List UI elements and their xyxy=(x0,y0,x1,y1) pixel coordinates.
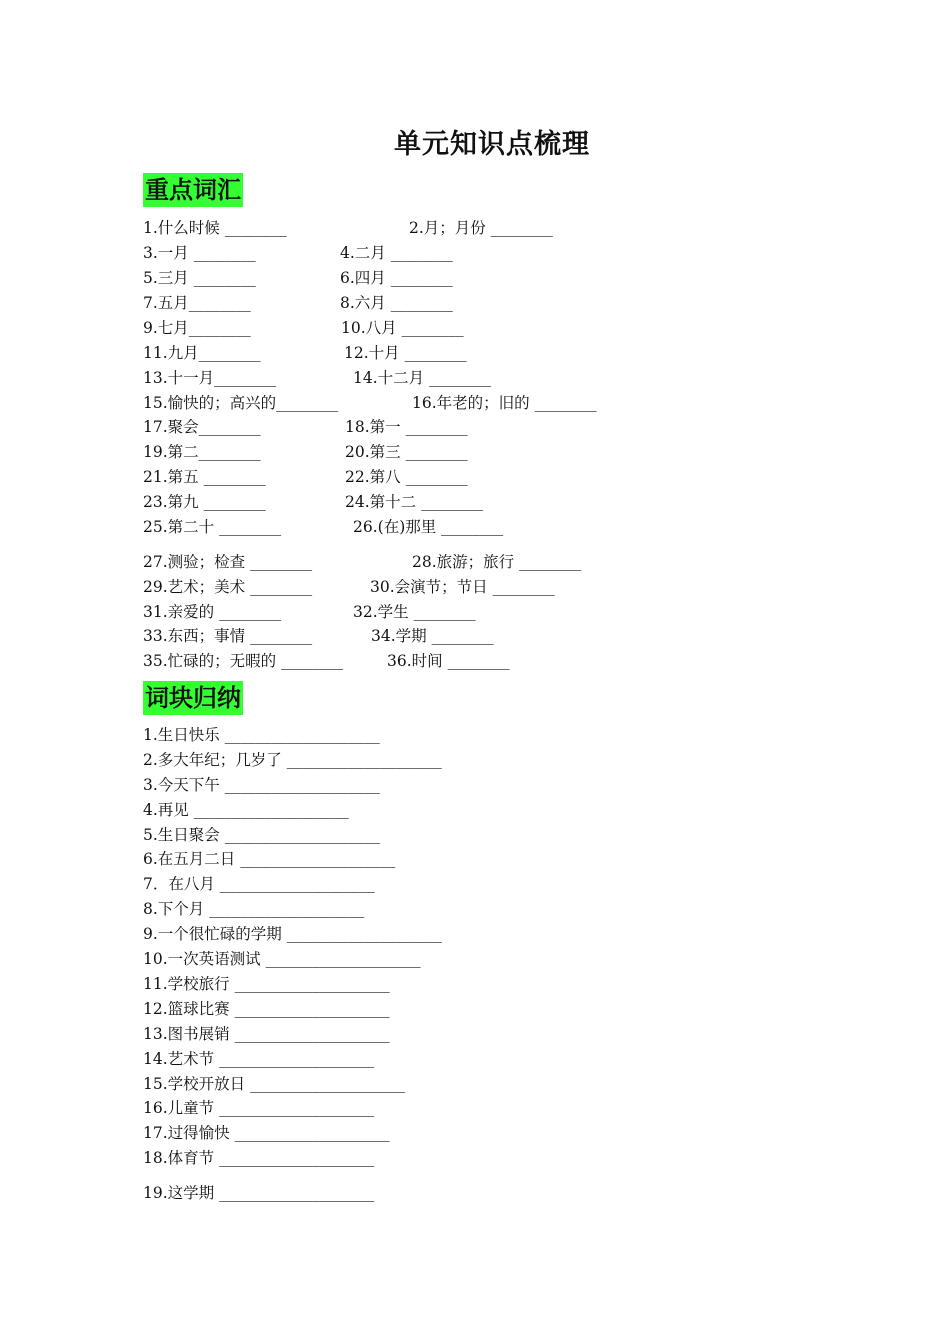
vocab-item: 7.五月________ xyxy=(143,294,251,312)
vocab-item: 11.九月________ xyxy=(143,344,261,362)
phrase-item: 11.学校旅行 ____________________ xyxy=(143,975,390,993)
vocab-item: 1.什么时候 ________ xyxy=(143,219,287,237)
vocab-item: 36.时间 ________ xyxy=(387,652,510,670)
phrase-item: 12.篮球比赛 ____________________ xyxy=(143,1000,390,1018)
phrase-item: 6.在五月二日 ____________________ xyxy=(143,850,396,868)
vocab-item: 28.旅游；旅行 ________ xyxy=(412,553,582,571)
phrase-item: 17.过得愉快 ____________________ xyxy=(143,1124,390,1142)
vocab-item: 18.第一 ________ xyxy=(345,418,468,436)
vocab-item: 2.月；月份 ________ xyxy=(409,219,553,237)
vocab-row xyxy=(0,391,950,415)
vocab-row xyxy=(0,575,950,599)
phrase-item: 15.学校开放日 ____________________ xyxy=(143,1075,406,1093)
phrase-item: 3.今天下午 ____________________ xyxy=(143,776,380,794)
vocab-item: 32.学生 ________ xyxy=(353,603,476,621)
phrase-item: 1.生日快乐 ____________________ xyxy=(143,726,380,744)
vocab-row xyxy=(0,366,950,390)
vocab-item: 21.第五 ________ xyxy=(143,468,266,486)
vocab-row xyxy=(0,291,950,315)
phrase-item: 19.这学期 ____________________ xyxy=(143,1184,375,1202)
phrase-item: 18.体育节 ____________________ xyxy=(143,1149,375,1167)
phrase-item: 4.再见 ____________________ xyxy=(143,801,349,819)
vocab-item: 3.一月 ________ xyxy=(143,244,256,262)
vocab-item: 17.聚会________ xyxy=(143,418,261,436)
vocab-item: 6.四月 ________ xyxy=(340,269,453,287)
vocab-item: 23.第九 ________ xyxy=(143,493,266,511)
vocab-row xyxy=(0,490,950,514)
vocab-row xyxy=(0,341,950,365)
section-heading-phrases: 词块归纳 xyxy=(143,681,243,715)
vocab-row xyxy=(0,241,950,265)
vocab-row xyxy=(0,624,950,648)
vocab-item: 4.二月 ________ xyxy=(340,244,453,262)
vocab-row xyxy=(0,266,950,290)
vocab-row xyxy=(0,465,950,489)
vocab-item: 25.第二十 ________ xyxy=(143,518,282,536)
vocab-item: 30.会演节；节日 ________ xyxy=(370,578,555,596)
vocab-item: 33.东西；事情 ________ xyxy=(143,627,313,645)
phrase-item: 16.儿童节 ____________________ xyxy=(143,1099,375,1117)
phrase-item: 14.艺术节 ____________________ xyxy=(143,1050,375,1068)
phrase-item: 2.多大年纪；几岁了 ____________________ xyxy=(143,751,442,769)
vocab-item: 13.十一月________ xyxy=(143,369,277,387)
vocab-row xyxy=(0,216,950,240)
vocab-item: 15.愉快的；高兴的________ xyxy=(143,394,339,412)
vocab-row xyxy=(0,600,950,624)
vocab-item: 12.十月 ________ xyxy=(344,344,467,362)
vocab-item: 5.三月 ________ xyxy=(143,269,256,287)
section-heading-vocab: 重点词汇 xyxy=(143,173,243,207)
vocab-item: 8.六月 ________ xyxy=(340,294,453,312)
page-title: 单元知识点梳理 xyxy=(394,129,590,160)
vocab-row xyxy=(0,415,950,439)
vocab-item: 14.十二月 ________ xyxy=(353,369,492,387)
vocab-row xyxy=(0,440,950,464)
vocab-item: 31.亲爱的 ________ xyxy=(143,603,282,621)
phrase-item: 9.一个很忙碌的学期 ____________________ xyxy=(143,925,442,943)
vocab-item: 20.第三 ________ xyxy=(345,443,468,461)
phrase-item: 13.图书展销 ____________________ xyxy=(143,1025,390,1043)
vocab-item: 22.第八 ________ xyxy=(345,468,468,486)
vocab-item: 24.第十二 ________ xyxy=(345,493,484,511)
phrase-item: 5.生日聚会 ____________________ xyxy=(143,826,380,844)
vocab-row xyxy=(0,316,950,340)
phrase-item: 7．在八月 ____________________ xyxy=(143,875,375,893)
vocab-item: 35.忙碌的；无暇的 ________ xyxy=(143,652,344,670)
phrase-item: 8.下个月 ____________________ xyxy=(143,900,365,918)
vocab-row xyxy=(0,550,950,574)
vocab-item: 27.测验；检查 ________ xyxy=(143,553,313,571)
vocab-item: 34.学期 ________ xyxy=(371,627,494,645)
phrase-item: 10.一次英语测试 ____________________ xyxy=(143,950,421,968)
vocab-item: 9.七月________ xyxy=(143,319,251,337)
vocab-row xyxy=(0,515,950,539)
vocab-row xyxy=(0,649,950,673)
vocab-item: 16.年老的；旧的 ________ xyxy=(412,394,597,412)
vocab-item: 10.八月 ________ xyxy=(341,319,464,337)
vocab-item: 19.第二________ xyxy=(143,443,261,461)
vocab-item: 29.艺术；美术 ________ xyxy=(143,578,313,596)
vocab-item: 26.(在)那里 ________ xyxy=(353,518,504,536)
